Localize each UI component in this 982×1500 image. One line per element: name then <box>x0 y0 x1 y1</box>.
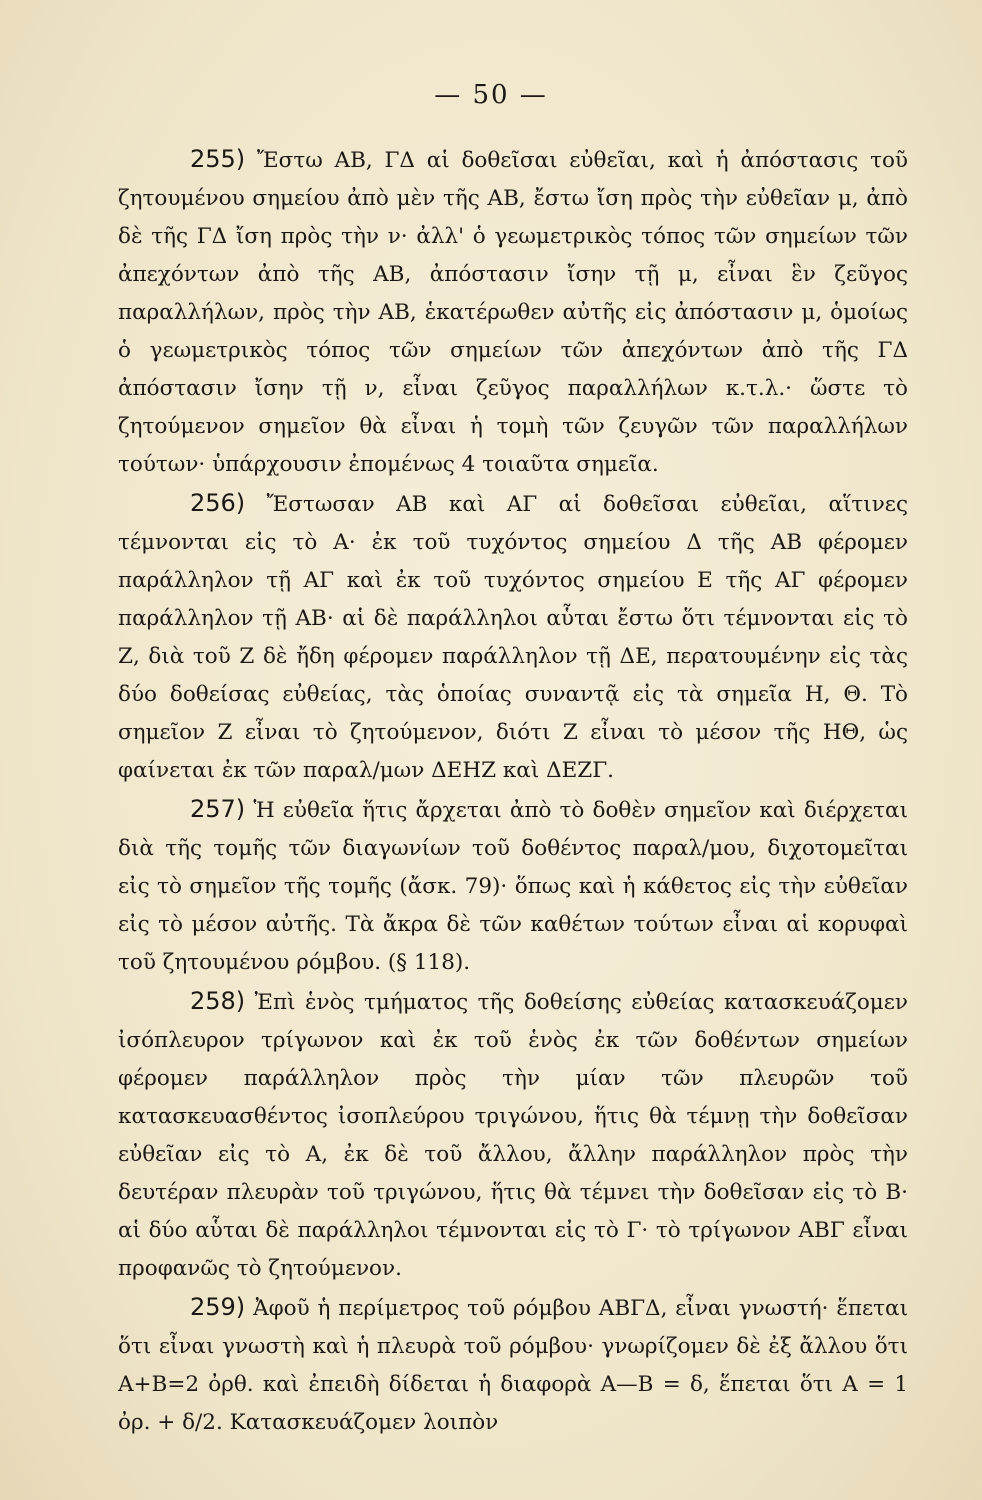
exercise-257 <box>118 790 908 982</box>
page-body <box>118 140 908 1442</box>
exercise-259 <box>118 1288 908 1442</box>
page-number: — 50 — <box>434 80 548 110</box>
exercise-255 <box>118 140 908 484</box>
exercise-text: Ἀφοῦ ἡ περίμετρος τοῦ ρόμβου ΑΒΓΔ, εἶναι γνωστή· ἕπεται ὅτι εἶναι γνωστὴ καὶ ἡ πλευρὰ τοῦ ρόμβου· γνωρίζομεν δὲ ἐξ ἄλλου ὅτι Α+Β=2 ὀρθ. καὶ ἐπειδὴ δίδεται ἡ διαφορὰ Α—Β = δ, ἕπεται ὅτι Α = 1 ὀρ. + δ/2. Κατασκευάζομεν λοιπὸν <box>118 1296 909 1435</box>
exercise-number: 257) <box>190 795 246 823</box>
exercise-number: 258) <box>190 987 246 1015</box>
exercise-text: Ἔστωσαν ΑΒ καὶ ΑΓ αἱ δοθεῖσαι εὐθεῖαι, αἵτινες τέμνονται εἰς τὸ Α· ἐκ τοῦ τυχόντος σημείου Δ τῆς ΑΒ φέρομεν παράλληλον τῇ ΑΓ καὶ ἐκ τοῦ τυχόντος σημείου Ε τῆς ΑΓ φέρομεν παράλληλον τῇ ΑΒ· αἱ δὲ παράλληλοι αὗται ἔστω ὅτι τέμνονται εἰς τὸ Ζ, διὰ τοῦ Ζ δὲ ἤδη φέρομεν παράλληλον τῇ ΔΕ, περατουμένην εἰς τὰς δύο δοθείσας εὐθείας, τὰς ὁποίας συναντᾷ εἰς τὰ σημεῖα Η, Θ. Τὸ σημεῖον Ζ εἶναι τὸ ζητούμενον, διότι Ζ εἶναι τὸ μέσον τῆς ΗΘ, ὡς φαίνεται ἐκ τῶν παραλ/μων ΔΕΗΖ καὶ ΔΕΖΓ. <box>118 492 908 783</box>
exercise-number: 259) <box>190 1293 246 1321</box>
exercise-number: 256) <box>190 489 246 517</box>
exercise-256 <box>118 484 908 790</box>
exercise-text: Ἔστω ΑΒ, ΓΔ αἱ δοθεῖσαι εὐθεῖαι, καὶ ἡ ἀπόστασις τοῦ ζητουμένου σημείου ἀπὸ μὲν τῆς ΑΒ, ἔστω ἴση πρὸς τὴν εὐθεῖαν μ, ἀπὸ δὲ τῆς ΓΔ ἴση πρὸς τὴν ν· ἀλλ' ὁ γεωμετρικὸς τόπος τῶν σημείων τῶν ἀπεχόντων ἀπὸ τῆς ΑΒ, ἀπόστασιν ἴσην τῇ μ, εἶναι ἓν ζεῦγος παραλλήλων, πρὸς τὴν ΑΒ, ἑκατέρωθεν αὐτῆς εἰς ἀπόστασιν μ, ὁμοίως ὁ γεωμετρικὸς τόπος τῶν σημείων τῶν ἀπεχόντων ἀπὸ τῆς ΓΔ ἀπόστασιν ἴσην τῇ ν, εἶναι ζεῦγος παραλλήλων κ.τ.λ.· ὥστε τὸ ζητούμενον σημεῖον θὰ εἶναι ἡ τομὴ τῶν ζευγῶν τῶν παραλλήλων τούτων· ὑπάρχουσιν ἐπομένως 4 τοιαῦτα σημεῖα. <box>118 148 908 477</box>
exercise-text: Ἐπὶ ἑνὸς τμήματος τῆς δοθείσης εὐθείας κατασκευάζομεν ἰσόπλευρον τρίγωνον καὶ ἐκ τοῦ ἑνὸς ἐκ τῶν δοθέντων σημείων φέρομεν παράλληλον πρὸς τὴν μίαν τῶν πλευρῶν τοῦ κατασκευασθέντος ἰσοπλεύρου τριγώνου, ἥτις θὰ τέμνῃ τὴν δοθεῖσαν εὐθεῖαν εἰς τὸ Α, ἐκ δὲ τοῦ ἄλλου, ἄλλην παράλληλον πρὸς τὴν δευτέραν πλευρὰν τοῦ τριγώνου, ἥτις θὰ τέμνει τὴν δοθεῖσαν εἰς τὸ Β· αἱ δύο αὗται δὲ παράλληλοι τέμνονται εἰς τὸ Γ· τὸ τρίγωνον ΑΒΓ εἶναι προφανῶς τὸ ζητούμενον. <box>118 990 908 1281</box>
exercise-number: 255) <box>190 145 246 173</box>
exercise-258 <box>118 982 908 1288</box>
exercise-text: Ἡ εὐθεῖα ἥτις ἄρχεται ἀπὸ τὸ δοθὲν σημεῖον καὶ διέρχεται διὰ τῆς τομῆς τῶν διαγωνίων τοῦ δοθέντος παραλ/μου, διχοτομεῖται εἰς τὸ σημεῖον τῆς τομῆς (ἄσκ. 79)· ὅπως καὶ ἡ κάθετος εἰς τὴν εὐθεῖαν εἰς τὸ μέσον αὐτῆς. Τὰ ἄκρα δὲ τῶν καθέτων τούτων εἶναι αἱ κορυφαὶ τοῦ ζητουμένου ρόμβου. (§ 118). <box>118 798 908 975</box>
